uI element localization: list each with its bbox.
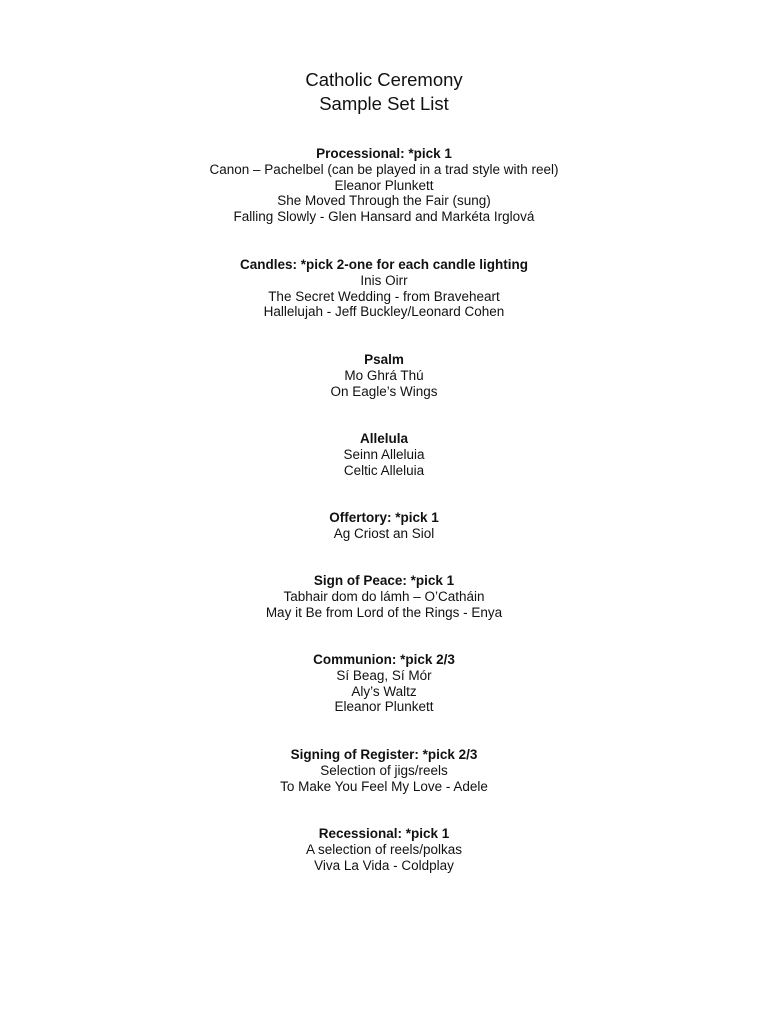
song-item: Seinn Alleluia bbox=[343, 446, 425, 462]
section-song-list bbox=[0, 273, 768, 320]
section-recessional bbox=[0, 826, 768, 873]
section-heading: Recessional: *pick 1 bbox=[318, 826, 450, 841]
section-song-list bbox=[0, 368, 768, 400]
section-heading: Allelula bbox=[359, 431, 408, 446]
song-item: Canon – Pachelbel (can be played in a trad style with reel) bbox=[209, 161, 559, 177]
song-item: The Secret Wedding - from Braveheart bbox=[268, 288, 500, 304]
section-psalm bbox=[0, 352, 768, 399]
section-song-list bbox=[0, 589, 768, 621]
section-processional bbox=[0, 146, 768, 225]
song-item: She Moved Through the Fair (sung) bbox=[277, 193, 491, 209]
section-song-list bbox=[0, 763, 768, 795]
section-song-list bbox=[0, 526, 768, 542]
song-item: Inis Oirr bbox=[360, 272, 408, 288]
song-item: Falling Slowly - Glen Hansard and Markéta Irglová bbox=[233, 209, 535, 225]
section-heading: Processional: *pick 1 bbox=[316, 146, 452, 161]
document-subtitle: Sample Set List bbox=[319, 93, 449, 114]
song-item: Aly’s Waltz bbox=[351, 683, 417, 699]
section-heading: Psalm bbox=[364, 352, 404, 367]
song-item: Eleanor Plunkett bbox=[334, 177, 434, 193]
document-title: Catholic Ceremony bbox=[305, 69, 463, 90]
song-item: May it Be from Lord of the Rings - Enya bbox=[265, 604, 503, 620]
song-item: Viva La Vida - Coldplay bbox=[314, 857, 454, 873]
section-heading: Signing of Register: *pick 2/3 bbox=[290, 747, 478, 762]
song-item: Sí Beag, Sí Mór bbox=[336, 667, 432, 683]
section-song-list bbox=[0, 668, 768, 715]
song-item: Ag Criost an Siol bbox=[333, 525, 435, 541]
section-heading: Offertory: *pick 1 bbox=[329, 510, 439, 525]
song-item: Hallelujah - Jeff Buckley/Leonard Cohen bbox=[263, 304, 505, 320]
section-heading: Sign of Peace: *pick 1 bbox=[313, 573, 455, 588]
song-item: Eleanor Plunkett bbox=[334, 699, 434, 715]
section-heading: Communion: *pick 2/3 bbox=[313, 652, 455, 667]
section-song-list bbox=[0, 162, 768, 225]
section-song-list bbox=[0, 447, 768, 479]
song-item: Selection of jigs/reels bbox=[320, 762, 448, 778]
song-item: Celtic Alleluia bbox=[343, 462, 425, 478]
song-item: A selection of reels/polkas bbox=[305, 841, 463, 857]
section-offertory bbox=[0, 510, 768, 542]
section-signing-of-register bbox=[0, 747, 768, 794]
section-song-list bbox=[0, 842, 768, 874]
section-sign-of-peace bbox=[0, 573, 768, 620]
section-heading: Candles: *pick 2-one for each candle lighting bbox=[239, 257, 529, 272]
song-item: Tabhair dom do lámh – O’Catháin bbox=[283, 588, 485, 604]
song-item: To Make You Feel My Love - Adele bbox=[280, 778, 488, 794]
song-item: Mo Ghrá Thú bbox=[344, 367, 424, 383]
section-alleluia bbox=[0, 431, 768, 478]
song-item: On Eagle’s Wings bbox=[330, 383, 438, 399]
section-candles bbox=[0, 257, 768, 320]
section-communion bbox=[0, 652, 768, 715]
